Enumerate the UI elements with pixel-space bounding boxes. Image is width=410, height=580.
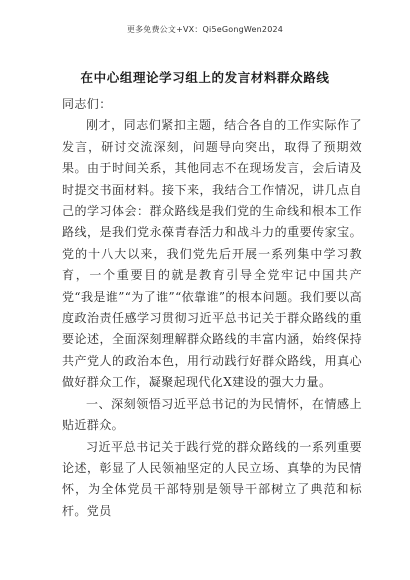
- document-body: [62, 94, 362, 522]
- paragraph-2: 习近平总书记关于践行党的群众路线的一系列重要论述，彰显了人民领袖坚定的人民立场、真挚的为民情怀，为全体党员干部特别是领导干部树立了典范和标杆。党员: [62, 439, 362, 518]
- header-note: 更多免费公文+VX：Qi5eGongWen2024: [126, 25, 284, 34]
- salutation: 同志们：: [62, 97, 112, 111]
- document-title: 在中心组理论学习组上的发言材料群众路线: [80, 70, 330, 85]
- section-heading-1: 一、深刻领悟习近平总书记的为民情怀，在情感上贴近群众。: [62, 396, 362, 433]
- paragraph-1: 刚才，同志们紧扣主题，结合各自的工作实际作了发言，研讨交流深刻，问题导向突出，取得了预期效果。由于时间关系，其他同志不在现场发言，会后请及时提交书面材料。接下来，我结合工作情况，讲几点自己的学习体会：群众路线是我们党的生命线和根本工作路线，是我们党永葆青春活力和战斗力的重要传家宝。党的十八大以来，我们党先后开展一系列集中学习教育，一个重要目的就是教育引导全党牢记中国共产党“我是谁”“为了谁”“依靠谁”的根本问题。我们要以高度政治责任感学习贯彻习近平总书记关于群众路线的重要论述，全面深刻理解群众路线的丰富内涵，始终保持共产党人的政治本色，用行动践行好群众路线，用真心做好群众工作，凝聚起现代化X建设的强大力量。: [62, 118, 362, 390]
